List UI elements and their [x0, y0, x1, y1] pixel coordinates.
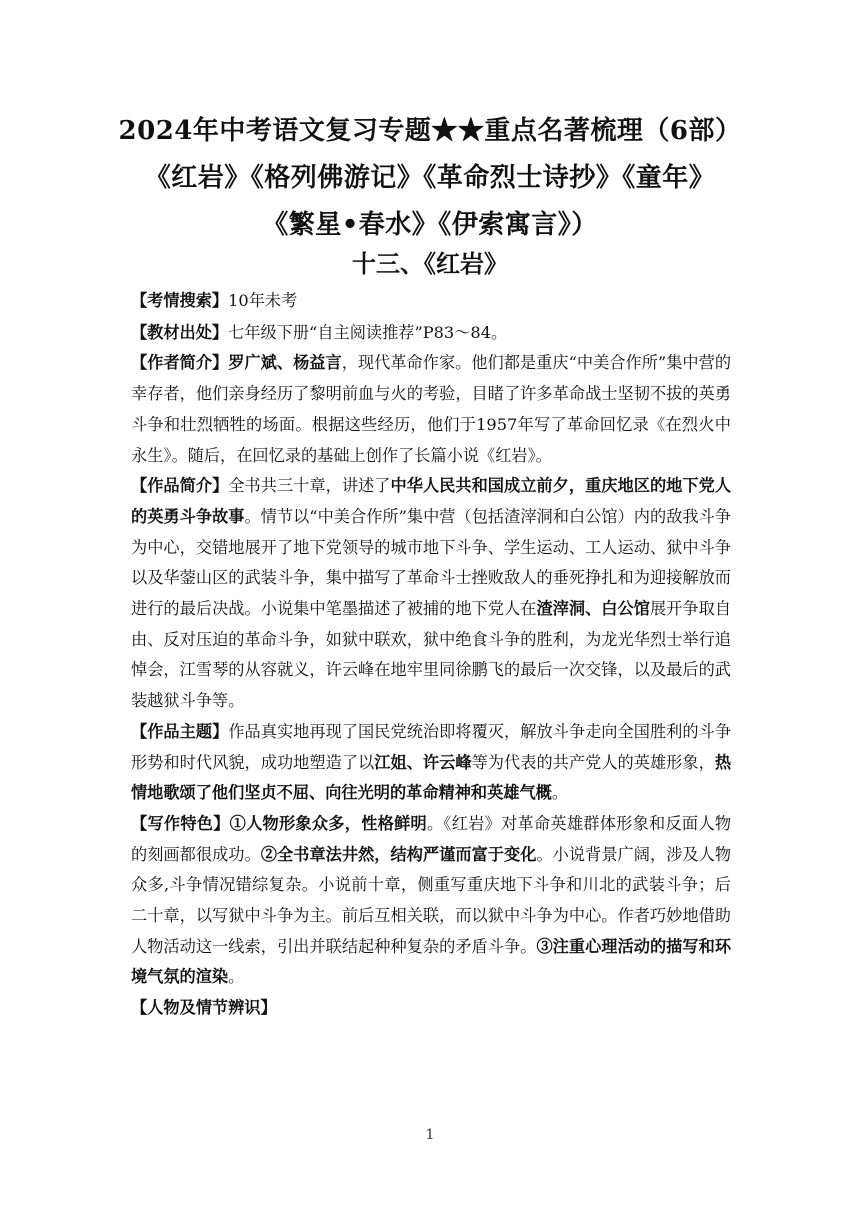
bold-work-intro-1: 中华人民共和国成立前夕，重庆地区的地下党人的英勇斗争故事	[131, 476, 732, 526]
text-exam-status: 10年未考	[228, 291, 298, 310]
document-body	[131, 286, 731, 1024]
paragraph-work-intro	[131, 471, 731, 717]
label-author-intro: 【作者简介】	[131, 353, 229, 373]
title-line-3: 《繁星•春水》《伊索寓言》）	[262, 210, 598, 240]
paragraph-character-plot	[131, 993, 731, 1024]
text-writing-features-2: 。小说背景广阔，涉及人物众多,斗争情况错综复杂。小说前十章，侧重写重庆地下斗争和川北的武装斗争；后二十章，以写狱中斗争为主。前后互相关联，而以狱中斗争为中心。作者巧妙地借助人物活动这一线索，引出并联结起种种复杂的矛盾斗争。	[131, 844, 732, 956]
paragraph-work-theme	[131, 717, 731, 809]
paragraph-writing-features	[131, 809, 731, 993]
paragraph-exam-status	[131, 286, 731, 317]
bold-writing-features-1: ①人物形象众多，性格鲜明	[229, 813, 427, 833]
section-heading: 十三、《红岩》	[352, 249, 508, 278]
text-work-intro-3: 展开争取自由、反对压迫的革命斗争，如狱中联欢，狱中绝食斗争的胜利，为龙光华烈士举行追悼会，江雪琴的从容就义，许云峰在地牢里同徐鹏飞的最后一次交锋，以及最后的武装越狱斗争等。	[131, 599, 732, 711]
bold-writing-features-3: ③注重心理活动的描写和环境气氛的渲染	[131, 936, 732, 987]
text-writing-features-3: 。	[228, 967, 245, 987]
document-title	[90, 108, 770, 249]
paragraph-textbook-source	[131, 318, 731, 349]
text-work-theme-2: 等为代表的共产党人的英雄形象，	[471, 752, 715, 772]
text-author-intro: ，现代革命作家。他们都是重庆“中美合作所”集中营的幸存者，他们亲身经历了黎明前血与火的考验，目睹了许多革命战士坚韧不拔的英勇斗争和壮烈牺牲的场面。根据这些经历，他们于1957年写了革命回忆录《在烈火中永生》。随后，在回忆录的基础上创作了长篇小说《红岩》。	[131, 353, 732, 465]
title-line-1: 2024年中考语文复习专题★★重点名著梳理（6部）	[118, 116, 742, 146]
text-work-theme-1: 作品真实地再现了国民党统治即将覆灭，解放斗争走向全国胜利的斗争形势和时代风貌，成功地塑造了以	[131, 721, 732, 772]
label-work-theme: 【作品主题】	[131, 721, 229, 741]
text-writing-features-1: 。《红岩》对革命英雄群体形象和反面人物的刻画都很成功。	[131, 813, 732, 864]
bold-work-theme-1: 江姐、许云峰	[374, 752, 472, 772]
label-writing-features: 【写作特色】	[131, 813, 230, 833]
text-work-intro-1: 全书共三十章，讲述了	[228, 476, 391, 496]
text-work-intro-2: 。情节以“中美合作所”集中营（包括渣滓洞和白公馆）内的敌我斗争为中心，交错地展开了地下党领导的城市地下斗争、学生运动、工人运动、狱中斗争以及华蓥山区的武装斗争，集中描写了革命斗士挫败敌人的垂死挣扎和为迎接解放而进行的最后决战。小说集中笔墨描述了被捕的地下党人在	[131, 506, 731, 619]
bold-work-intro-2: 渣滓洞、白公馆	[536, 599, 650, 619]
bold-writing-features-2: ②全书章法井然，结构严谨而富于变化	[260, 844, 537, 864]
label-work-intro: 【作品简介】	[131, 476, 229, 496]
bold-work-theme-2: 热情地歌颂了他们坚贞不屈、向往光明的革命精神和英雄气概	[131, 752, 732, 803]
label-exam-status: 【考情搜索】	[131, 291, 229, 310]
label-character-plot: 【人物及情节辨识】	[131, 998, 277, 1018]
author-names: 罗广斌、杨益言	[228, 353, 342, 373]
label-textbook-source: 【教材出处】	[131, 322, 229, 342]
paragraph-author-intro	[131, 348, 731, 471]
page-number: 1	[425, 1127, 435, 1143]
text-work-theme-3: 。	[551, 783, 569, 803]
title-line-2: 《红岩》《格列佛游记》《革命烈士诗抄》《童年》	[144, 163, 716, 193]
text-textbook-source: 七年级下册“自主阅读推荐”P83～84。	[228, 322, 508, 342]
